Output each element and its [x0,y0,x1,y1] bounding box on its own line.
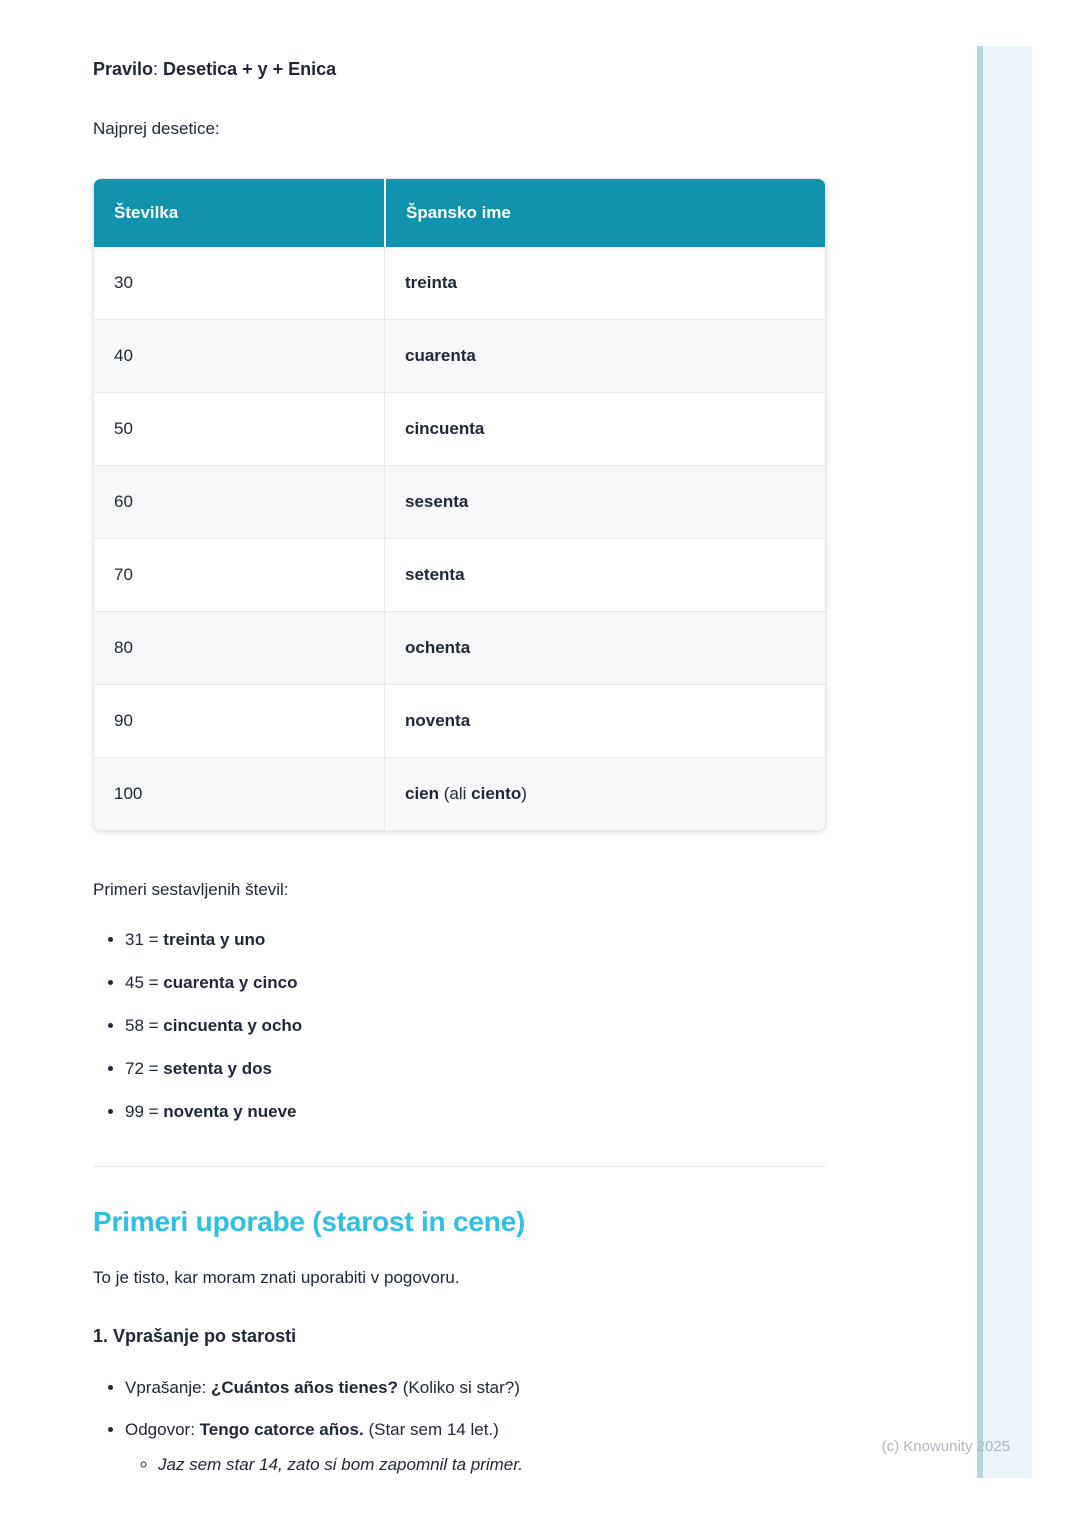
table-row [94,538,825,611]
watermark: (c) Knowunity 2025 [881,1438,1010,1455]
example-item: • 99 = noventa y nueve [125,1101,826,1123]
table-row [94,247,825,319]
cell-number: 70 [94,538,384,611]
usage-list [93,1377,826,1476]
rule-separator: : [153,59,164,79]
cell-number: 90 [94,684,384,757]
rule-heading [93,58,826,80]
usage-note: ◦ Jaz sem star 14, zato si bom zapomnil ta primer. [158,1454,826,1476]
rule-term: Pravilo [93,59,154,79]
cell-spanish-name: noventa [384,684,825,757]
cell-number: 100 [94,757,384,830]
tens-table [94,179,825,830]
cell-number: 80 [94,611,384,684]
table-row [94,392,825,465]
usage-subheading: 1. Vprašanje po starosti [93,1326,297,1346]
cell-spanish-name: sesenta [384,465,825,538]
table-row [94,611,825,684]
tens-table-container [93,178,826,831]
usage-intro: To je tisto, kar moram znati uporabiti v pogovoru. [93,1268,460,1287]
table-row [94,319,825,392]
cell-spanish-name: cien (ali ciento) [384,757,825,830]
cell-spanish-name: setenta [384,538,825,611]
section-divider [93,1166,826,1167]
cell-spanish-name: treinta [384,247,825,319]
column-header-spanish-name: Špansko ime [384,179,825,247]
example-item: • 58 = cincuenta y ocho [125,1015,826,1037]
table-header-row [94,179,825,247]
column-header-number: Številka [94,179,384,247]
examples-heading: Primeri sestavljenih števil: [93,880,289,899]
usage-note-list [125,1454,826,1476]
example-item: • 31 = treinta y uno [125,929,826,951]
usage-section-heading: Primeri uporabe (starost in cene) [93,1206,526,1237]
cell-number: 50 [94,392,384,465]
intro-text: Najprej desetice: [93,119,220,138]
example-item: • 72 = setenta y dos [125,1058,826,1080]
usage-item-answer: • Odgovor: Tengo catorce años. (Star sem 14 let.) ◦ Jaz sem star 14, zato si bom zapomnil ta primer. [125,1419,826,1476]
cell-spanish-name: cincuenta [384,392,825,465]
table-row [94,757,825,830]
cell-number: 60 [94,465,384,538]
cell-number: 30 [94,247,384,319]
examples-list [93,929,826,1123]
cell-spanish-name: ochenta [384,611,825,684]
table-row [94,465,825,538]
example-item: • 45 = cuarenta y cinco [125,972,826,994]
rule-definition: Desetica + y + Enica [163,59,337,79]
page-edge-highlight [977,46,1032,1478]
table-row [94,684,825,757]
cell-number: 40 [94,319,384,392]
notes-content [93,0,826,1496]
cell-spanish-name: cuarenta [384,319,825,392]
usage-item-question: • Vprašanje: ¿Cuántos años tienes? (Koliko si star?) [125,1377,826,1399]
